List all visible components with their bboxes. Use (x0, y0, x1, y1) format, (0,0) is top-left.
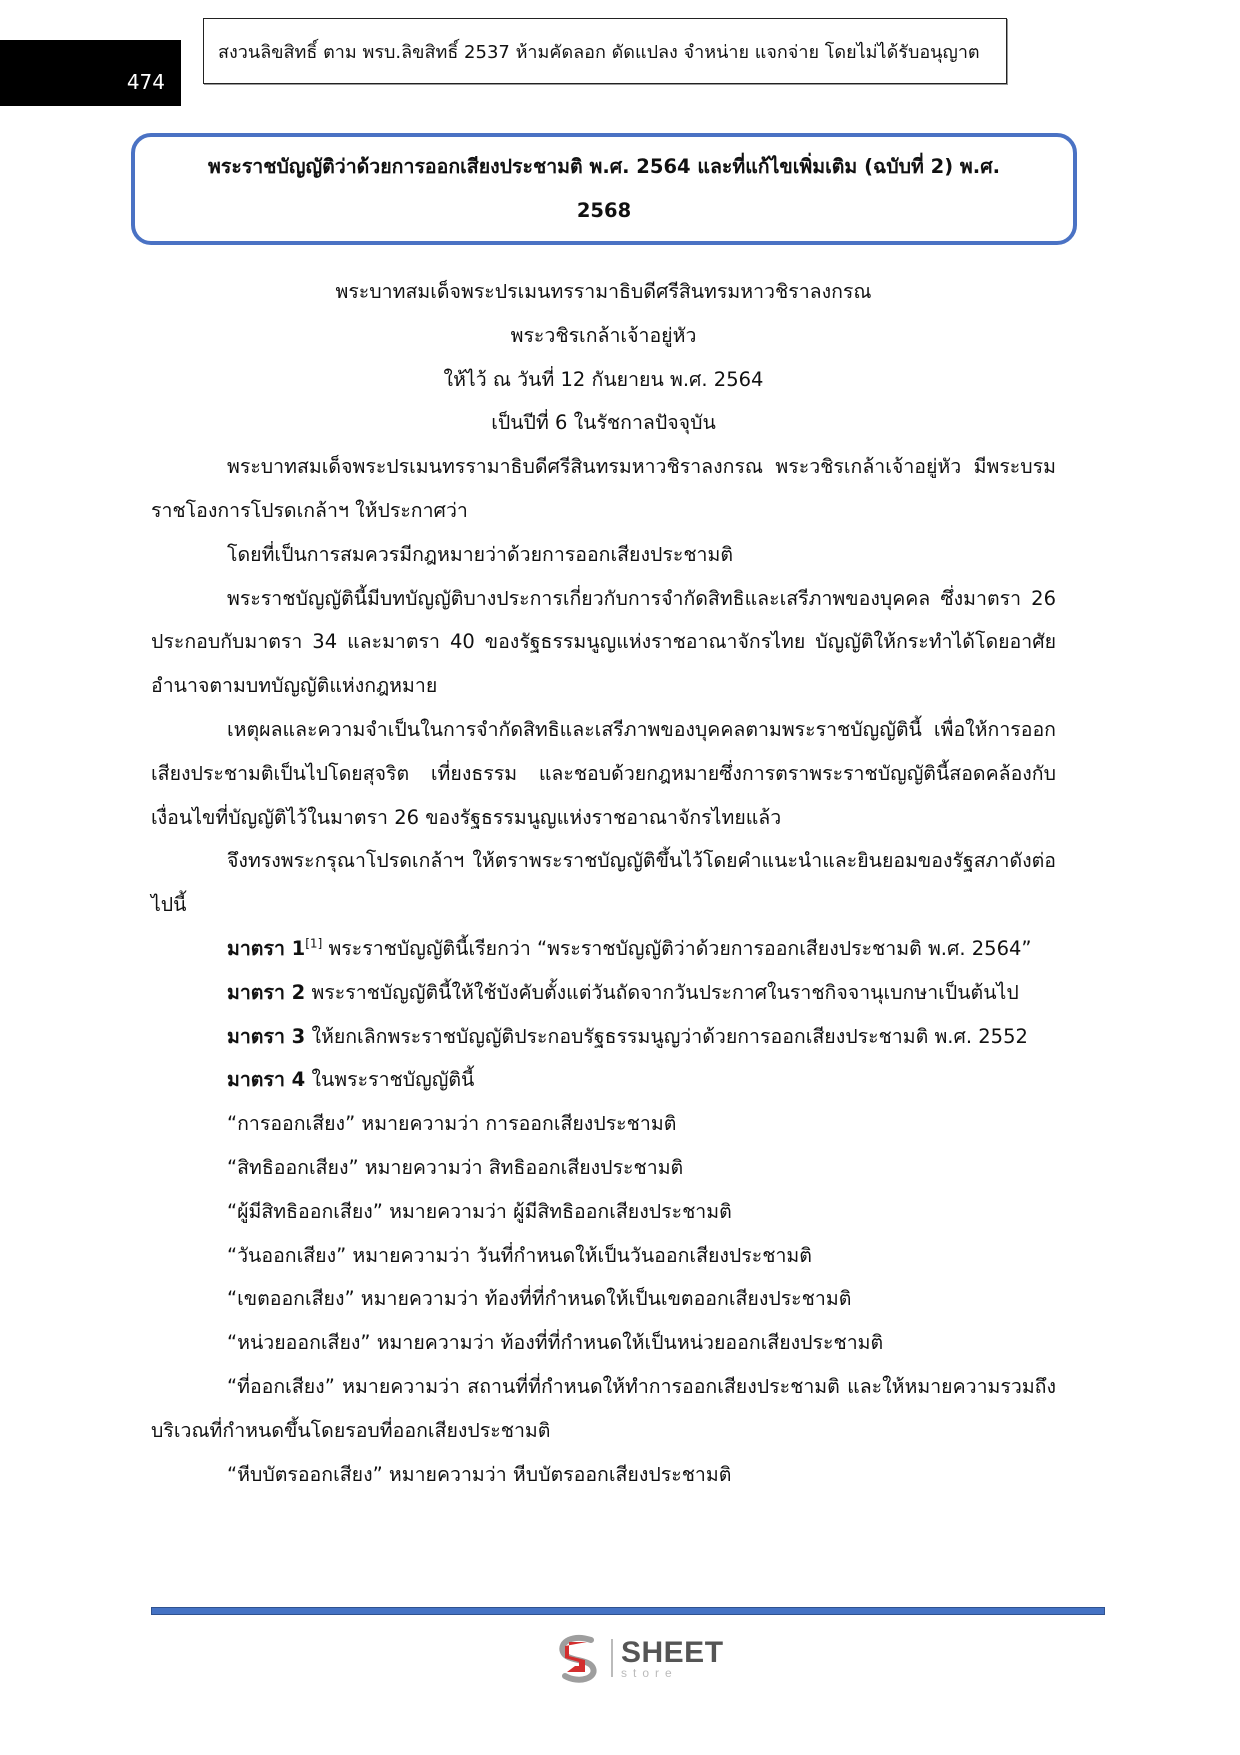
king-name-line2: พระวชิรเกล้าเจ้าอยู่หัว (510, 323, 697, 347)
definition-item: “เขตออกเสียง” หมายความว่า ท้องที่ที่กำหนดให้เป็นเขตออกเสียงประชามติ (227, 1287, 852, 1311)
logo-separator (611, 1639, 613, 1677)
copyright-notice-box (203, 18, 1007, 84)
sheet-store-logo-icon (553, 1632, 605, 1684)
definition-item: “หีบบัตรออกเสียง” หมายความว่า หีบบัตรออกเสียงประชามติ (227, 1462, 732, 1486)
section-4 (151, 1058, 1056, 1102)
copyright-notice: สงวนลิขสิทธิ์ ตาม พรบ.ลิขสิทธิ์ 2537 ห้ามคัดลอก ดัดแปลง จำหน่าย แจกจ่าย โดยไม่ได้รับอนุญาต (218, 41, 980, 63)
logo-main-text: SHEET (621, 1635, 724, 1669)
definition-item: “หน่วยออกเสียง” หมายความว่า ท้องที่ที่กำหนดให้เป็นหน่วยออกเสียงประชามติ (227, 1331, 884, 1355)
logo-text (621, 1635, 724, 1680)
page-number: 474 (126, 70, 165, 94)
section-label: มาตรา 4 (227, 1068, 306, 1092)
sheet-store-logo (553, 1632, 724, 1684)
reign-year: เป็นปีที่ 6 ในรัชกาลปัจจุบัน (491, 411, 716, 435)
enactment-date: ให้ไว้ ณ วันที่ 12 กันยายน พ.ศ. 2564 (443, 367, 764, 391)
document-title-line1: พระราชบัญญัติว่าด้วยการออกเสียงประชามติ พ.ศ. 2564 และที่แก้ไขเพิ่มเติม (ฉบับที่ 2) พ.ศ. (208, 155, 1000, 178)
definition-item: “สิทธิออกเสียง” หมายความว่า สิทธิออกเสียงประชามติ (227, 1155, 684, 1179)
section-text: พระราชบัญญัตินี้ให้ใช้บังคับตั้งแต่วันถัดจากวันประกาศในราชกิจจานุเบกษาเป็นต้นไป (305, 980, 1019, 1004)
section-label: มาตรา 3 (227, 1024, 306, 1048)
definition-item: “การออกเสียง” หมายความว่า การออกเสียงประชามติ (227, 1112, 677, 1136)
section-2 (151, 971, 1056, 1015)
section-1 (151, 927, 1056, 971)
document-title-box (131, 133, 1077, 245)
preamble-paragraph: โดยที่เป็นการสมควรมีกฎหมายว่าด้วยการออกเสียงประชามติ (227, 542, 734, 566)
logo-sub-text: store (621, 1665, 678, 1680)
document-title-line2: 2568 (576, 199, 632, 222)
definition-item: “วันออกเสียง” หมายความว่า วันที่กำหนดให้เป็นวันออกเสียงประชามติ (227, 1243, 812, 1267)
definition-item: “ที่ออกเสียง” หมายความว่า สถานที่ที่กำหนดให้ทำการออกเสียงประชามติ และให้หมายความรวมถึงบริเวณที่กำหนดขึ้นโดยรอบที่ออกเสียงประชามติ (151, 1374, 1056, 1442)
section-label: มาตรา 1 (227, 936, 306, 960)
preamble-paragraph: จึงทรงพระกรุณาโปรดเกล้าฯ ให้ตราพระราชบัญญัติขึ้นไว้โดยคำแนะนำและยินยอมของรัฐสภาดังต่อไปนี้ (151, 849, 1056, 917)
section-text: พระราชบัญญัตินี้เรียกว่า “พระราชบัญญัติว่าด้วยการออกเสียงประชามติ พ.ศ. 2564” (322, 936, 1032, 960)
preamble-paragraph: เหตุผลและความจำเป็นในการจำกัดสิทธิและเสรีภาพของบุคคลตามพระราชบัญญัตินี้ เพื่อให้การออกเสียงประชามติเป็นไปโดยสุจริต เที่ยงธรรม และชอบด้วยกฎหมายซึ่งการตราพระราชบัญญัตินี้สอดคล้องกับเงื่อนไขที่บัญญัติไว้ในมาตรา 26 ของรัฐธรรมนูญแห่งราชอาณาจักรไทยแล้ว (151, 717, 1056, 829)
document-body (151, 270, 1056, 1496)
section-label: มาตรา 2 (227, 980, 306, 1004)
footer-divider-bar (151, 1607, 1105, 1615)
footnote-ref[interactable]: [1] (305, 936, 323, 951)
page-number-tab (0, 40, 181, 106)
section-text: ในพระราชบัญญัตินี้ (305, 1068, 475, 1092)
king-name-line1: พระบาทสมเด็จพระปรเมนทรรามาธิบดีศรีสินทรมหาวชิราลงกรณ (335, 280, 872, 303)
section-text: ให้ยกเลิกพระราชบัญญัติประกอบรัฐธรรมนูญว่าด้วยการออกเสียงประชามติ พ.ศ. 2552 (305, 1024, 1028, 1048)
preamble-paragraph: พระราชบัญญัตินี้มีบทบัญญัติบางประการเกี่ยวกับการจำกัดสิทธิและเสรีภาพของบุคคล ซึ่งมาตรา 26 ประกอบกับมาตรา 34 และมาตรา 40 ของรัฐธรรมนูญแห่งราชอาณาจักรไทย บัญญัติให้กระทำได้โดยอาศัยอำนาจตามบทบัญญัติแห่งกฎหมาย (151, 586, 1056, 698)
section-3 (151, 1015, 1056, 1059)
preamble-paragraph: พระบาทสมเด็จพระปรเมนทรรามาธิบดีศรีสินทรมหาวชิราลงกรณ พระวชิรเกล้าเจ้าอยู่หัว มีพระบรมราชโองการโปรดเกล้าฯ ให้ประกาศว่า (151, 455, 1056, 522)
definition-item: “ผู้มีสิทธิออกเสียง” หมายความว่า ผู้มีสิทธิออกเสียงประชามติ (227, 1199, 732, 1223)
